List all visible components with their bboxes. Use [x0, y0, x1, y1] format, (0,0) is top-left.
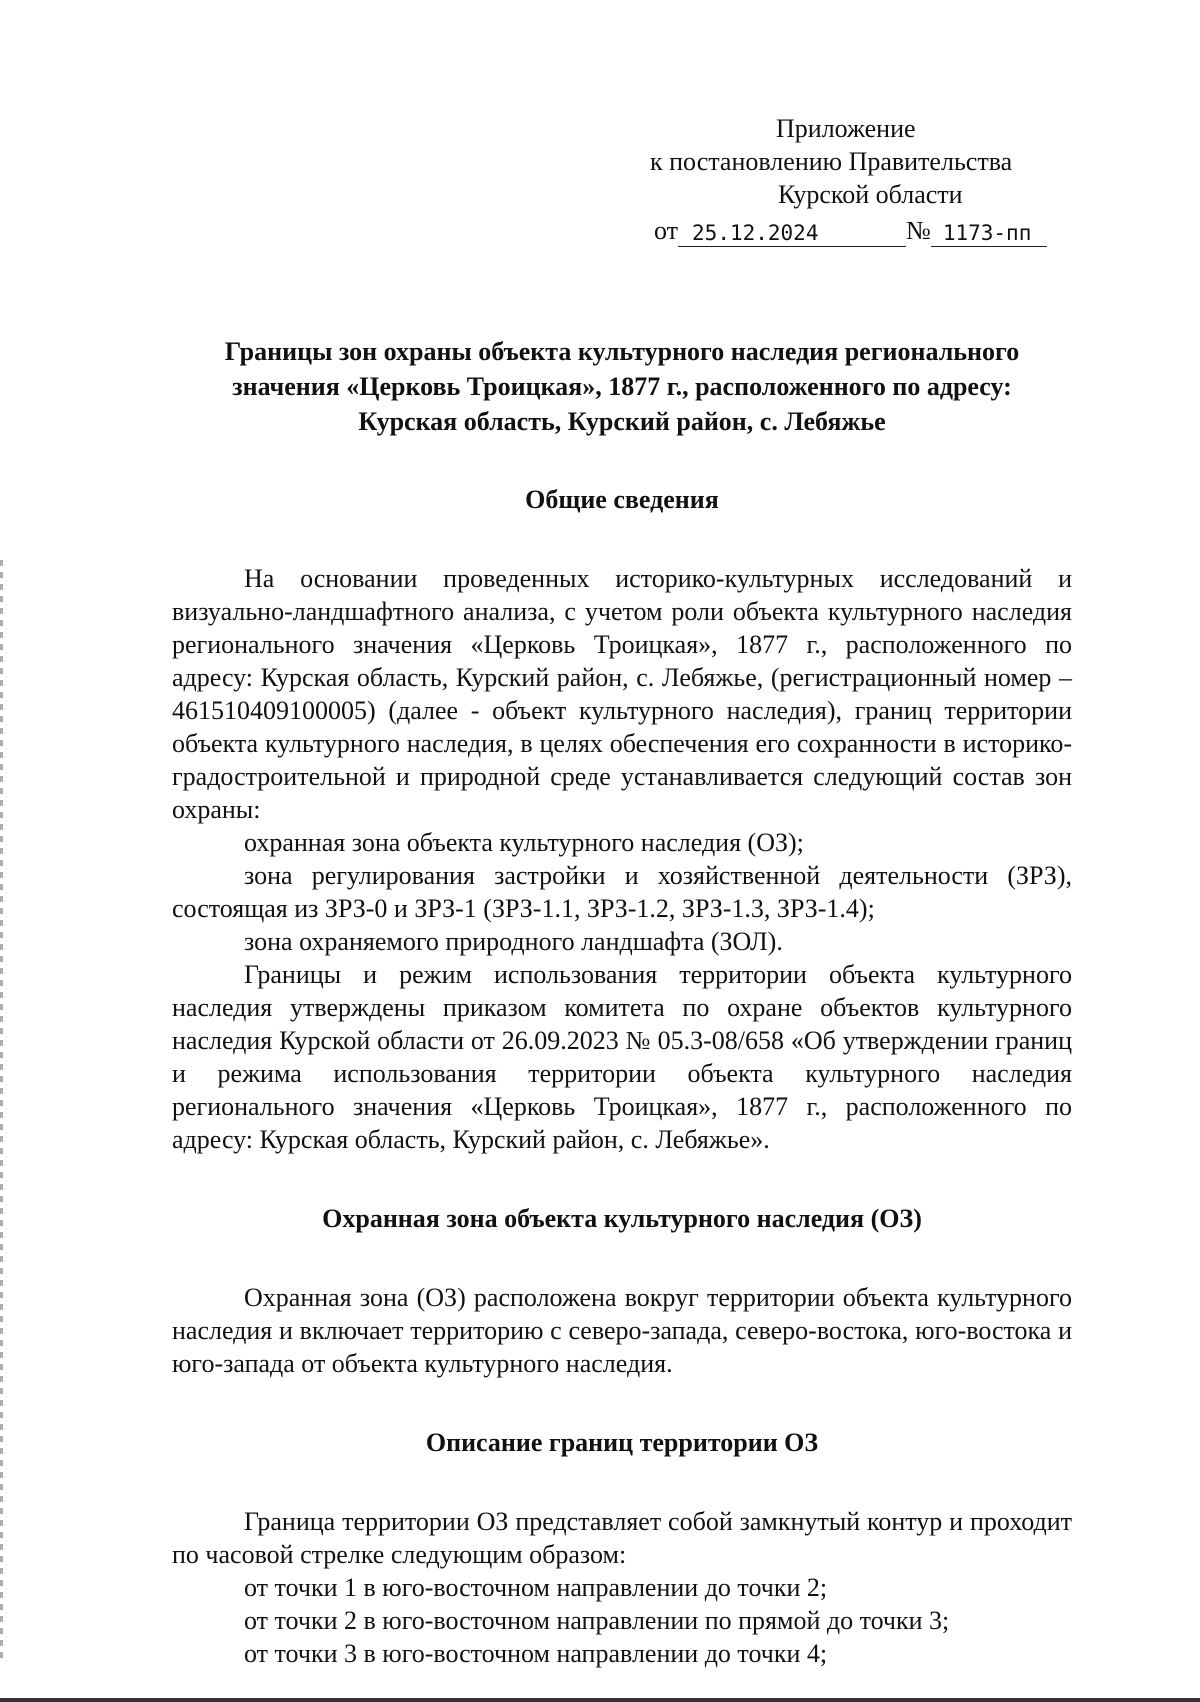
list-item: зона регулирования застройки и хозяйственной деятельности (ЗРЗ), состоящая из ЗРЗ-0 и ЗРЗ-1 (ЗРЗ-1.1, ЗРЗ-1.2, ЗРЗ-1.3, ЗРЗ-1.4); [172, 861, 1072, 923]
title-line: Границы зон охраны объекта культурного наследия регионального [224, 337, 1020, 366]
paragraph-oz: Охранная зона (ОЗ) расположена вокруг территории объекта культурного наследия и включает территорию с северо-запада, северо-востока, юго-востока и юго-запада от объекта культурного наследия. [172, 1283, 1072, 1378]
scan-left-edge [0, 560, 3, 1660]
paragraph-closing: Границы и режим использования территории объекта культурного наследия утверждены приказом комитета по охране объектов культурного наследия Курской области от 26.09.2023 № 05.3-08/658 «Об утверждении границ и режима использования территории объекта культурного наследия регионального значения «Церковь Троицкая», 1877 г., расположенного по адресу: Курская область, Курский район, с. Лебяжье». [172, 960, 1072, 1154]
title-line: значения «Церковь Троицкая», 1877 г., расположенного по адресу: [232, 372, 1012, 401]
header-resolution-label: к постановлению Правительства [650, 147, 1013, 176]
title-line: Курская область, Курский район, с. Лебяжье [358, 407, 886, 436]
list-item: охранная зона объекта культурного наследия (ОЗ); [244, 828, 804, 857]
header-date-prefix: от [654, 216, 679, 245]
document-title [172, 334, 1072, 439]
paragraph-boundaries-intro: Граница территории ОЗ представляет собой замкнутый контур и проходит по часовой стрелке следующим образом: [172, 1507, 1072, 1569]
section-heading-boundaries: Описание границ территории ОЗ [425, 1428, 819, 1457]
header-appendix-label: Приложение [776, 114, 916, 143]
header-number-value: 1173-пп [931, 220, 1047, 247]
list-item: от точки 2 в юго-восточном направлении по прямой до точки 3; [244, 1606, 950, 1635]
header-date-number-line [654, 211, 1090, 247]
section-heading-oz: Охранная зона объекта культурного наследия (ОЗ) [322, 1204, 922, 1233]
section-heading-general: Общие сведения [525, 485, 719, 514]
scan-bottom-edge [0, 1698, 1200, 1702]
appendix-header [650, 112, 1090, 247]
document-body [172, 334, 1072, 1670]
header-number-sign: № [906, 216, 931, 245]
list-item: от точки 1 в юго-восточном направлении до точки 2; [244, 1573, 828, 1602]
header-date-value: 25.12.2024 [678, 220, 906, 247]
paragraph-intro: На основании проведенных историко-культурных исследований и визуально-ландшафтного анализа, с учетом роли объекта культурного наследия регионального значения «Церковь Троицкая», 1877 г., расположенного по адресу: Курская область, Курский район, с. Лебяжье, (регистрационный номер – 461510409100005) (далее - объект культурного наследия), границ территории объекта культурного наследия, в целях обеспечения его сохранности в историко-градостроительной и природной среде устанавливается следующий состав зон охраны: [172, 564, 1072, 824]
list-item: от точки 3 в юго-восточном направлении до точки 4; [244, 1639, 828, 1668]
header-region-label: Курской области [778, 180, 963, 209]
list-item: зона охраняемого природного ландшафта (ЗОЛ). [244, 927, 783, 956]
